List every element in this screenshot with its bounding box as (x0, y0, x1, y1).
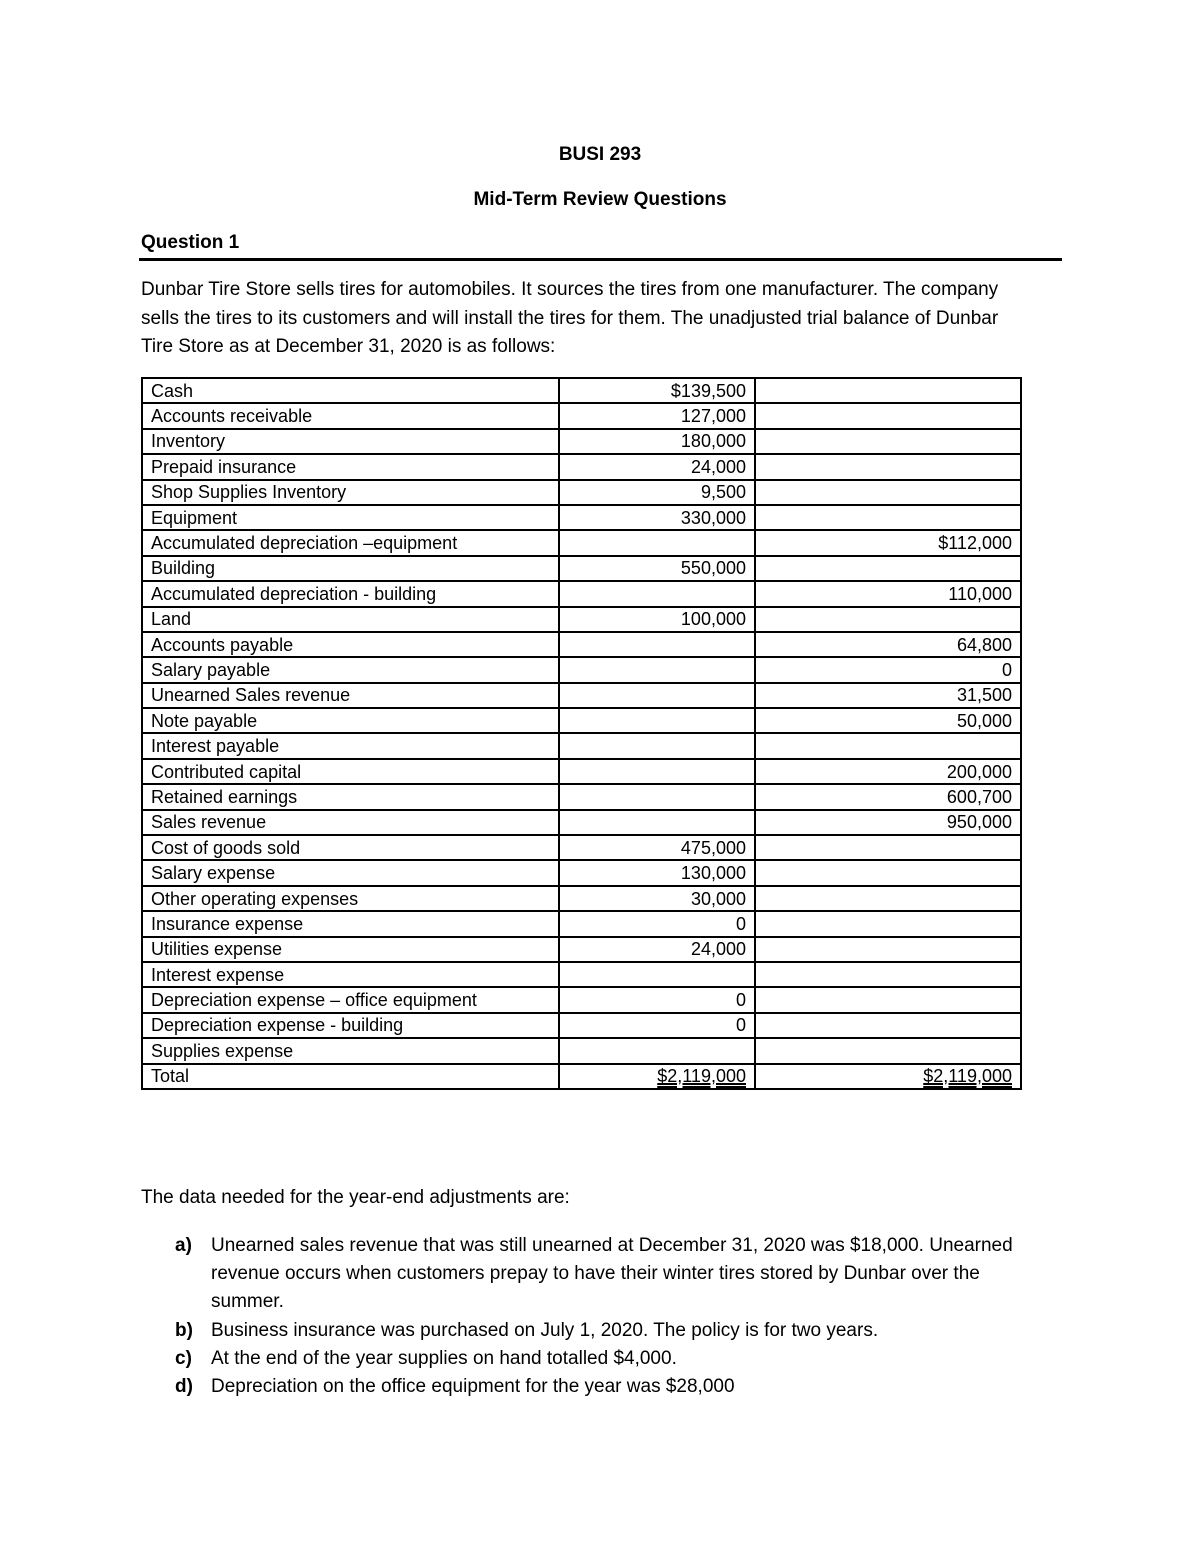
table-row (142, 937, 1021, 962)
adjustments-list (141, 1232, 1041, 1401)
debit-cell: 100,000 (559, 607, 755, 632)
debit-cell (559, 632, 755, 657)
account-cell: Sales revenue (142, 810, 559, 835)
table-row (142, 860, 1021, 885)
table-row (142, 835, 1021, 860)
total-debit-value: $2,119,000 (657, 1066, 746, 1087)
account-cell: Prepaid insurance (142, 454, 559, 479)
credit-cell (755, 860, 1021, 885)
table-row (142, 530, 1021, 555)
account-cell: Depreciation expense - building (142, 1013, 559, 1038)
credit-cell (755, 505, 1021, 530)
credit-cell: 0 (755, 657, 1021, 682)
table-row (142, 987, 1021, 1012)
debit-cell (559, 759, 755, 784)
table-row (142, 454, 1021, 479)
list-marker: b) (175, 1319, 193, 1341)
debit-cell: 24,000 (559, 937, 755, 962)
trial-balance-body (142, 378, 1021, 1089)
credit-cell (755, 378, 1021, 403)
account-cell: Salary payable (142, 657, 559, 682)
debit-cell: 180,000 (559, 429, 755, 454)
account-cell: Supplies expense (142, 1038, 559, 1063)
table-row (142, 759, 1021, 784)
debit-cell: 475,000 (559, 835, 755, 860)
debit-cell (559, 530, 755, 555)
table-row (142, 657, 1021, 682)
debit-cell (559, 784, 755, 809)
list-marker: d) (175, 1376, 193, 1398)
debit-cell: 130,000 (559, 860, 755, 885)
account-cell: Utilities expense (142, 937, 559, 962)
list-item (141, 1232, 1041, 1317)
credit-cell (755, 1038, 1021, 1063)
debit-cell: 127,000 (559, 403, 755, 428)
debit-cell: 9,500 (559, 480, 755, 505)
credit-cell: $112,000 (755, 530, 1021, 555)
list-item (141, 1373, 1041, 1401)
table-row (142, 480, 1021, 505)
account-cell: Contributed capital (142, 759, 559, 784)
debit-cell: 0 (559, 1013, 755, 1038)
credit-cell: 31,500 (755, 683, 1021, 708)
total-row (142, 1064, 1021, 1089)
credit-cell (755, 1013, 1021, 1038)
document-title: Mid-Term Review Questions (473, 189, 727, 210)
total-label: Total (142, 1064, 559, 1089)
account-cell: Cash (142, 378, 559, 403)
debit-cell: 30,000 (559, 886, 755, 911)
credit-cell (755, 454, 1021, 479)
intro-paragraph (141, 276, 1066, 362)
account-cell: Cost of goods sold (142, 835, 559, 860)
table-row (142, 911, 1021, 936)
credit-cell: 110,000 (755, 581, 1021, 606)
total-credit-value: $2,119,000 (923, 1066, 1012, 1087)
credit-cell (755, 480, 1021, 505)
account-cell: Other operating expenses (142, 886, 559, 911)
heading-divider (139, 258, 1062, 261)
table-row (142, 708, 1021, 733)
table-row (142, 403, 1021, 428)
credit-cell (755, 886, 1021, 911)
debit-cell: 0 (559, 987, 755, 1012)
intro-line: Dunbar Tire Store sells tires for automobiles. It sources the tires from one manufacturer. The company (141, 279, 999, 300)
credit-cell: 600,700 (755, 784, 1021, 809)
credit-cell (755, 937, 1021, 962)
debit-cell (559, 683, 755, 708)
debit-cell (559, 810, 755, 835)
account-cell: Accounts payable (142, 632, 559, 657)
credit-cell (755, 733, 1021, 758)
table-row (142, 1013, 1021, 1038)
account-cell: Salary expense (142, 860, 559, 885)
account-cell: Interest expense (142, 962, 559, 987)
credit-cell (755, 911, 1021, 936)
list-item-text: At the end of the year supplies on hand totalled $4,000. (211, 1347, 677, 1369)
debit-cell: 0 (559, 911, 755, 936)
debit-cell: 330,000 (559, 505, 755, 530)
table-row (142, 810, 1021, 835)
credit-cell (755, 835, 1021, 860)
list-item-text: Depreciation on the office equipment for the year was $28,000 (211, 1376, 735, 1398)
list-marker: c) (175, 1347, 192, 1369)
table-row (142, 733, 1021, 758)
debit-cell (559, 657, 755, 682)
table-row (142, 607, 1021, 632)
credit-cell (755, 556, 1021, 581)
list-marker: a) (175, 1235, 192, 1256)
question-heading: Question 1 (141, 232, 240, 253)
account-cell: Accounts receivable (142, 403, 559, 428)
table-row (142, 632, 1021, 657)
table-row (142, 683, 1021, 708)
debit-cell (559, 708, 755, 733)
credit-cell: 50,000 (755, 708, 1021, 733)
debit-cell: 550,000 (559, 556, 755, 581)
account-cell: Depreciation expense – office equipment (142, 987, 559, 1012)
credit-cell (755, 987, 1021, 1012)
credit-cell (755, 962, 1021, 987)
account-cell: Note payable (142, 708, 559, 733)
list-item-text: Business insurance was purchased on July 1, 2020. The policy is for two years. (211, 1319, 879, 1341)
debit-cell: $139,500 (559, 378, 755, 403)
intro-line: sells the tires to its customers and will install the tires for them. The unadjusted trial balance of Dunbar (141, 307, 999, 329)
list-item (141, 1345, 1041, 1373)
table-row (142, 556, 1021, 581)
account-cell: Unearned Sales revenue (142, 683, 559, 708)
table-row (142, 886, 1021, 911)
list-item (141, 1317, 1041, 1345)
course-title: BUSI 293 (558, 144, 642, 165)
account-cell: Shop Supplies Inventory (142, 480, 559, 505)
credit-cell: 64,800 (755, 632, 1021, 657)
credit-cell: 950,000 (755, 810, 1021, 835)
trial-balance-table (141, 377, 1022, 1090)
list-item-text: Unearned sales revenue that was still unearned at December 31, 2020 was $18,000. Unearned (211, 1235, 1013, 1256)
table-row (142, 784, 1021, 809)
debit-cell (559, 733, 755, 758)
debit-cell (559, 962, 755, 987)
intro-line: Tire Store as at December 31, 2020 is as follows: (141, 336, 556, 357)
list-item-text: summer. (211, 1291, 284, 1313)
credit-cell (755, 403, 1021, 428)
credit-cell (755, 607, 1021, 632)
account-cell: Insurance expense (142, 911, 559, 936)
account-cell: Retained earnings (142, 784, 559, 809)
account-cell: Accumulated depreciation - building (142, 581, 559, 606)
total-credit (755, 1064, 1021, 1089)
credit-cell: 200,000 (755, 759, 1021, 784)
table-row (142, 1038, 1021, 1063)
list-item-text: revenue occurs when customers prepay to have their winter tires stored by Dunbar over the (211, 1263, 980, 1285)
table-row (142, 378, 1021, 403)
credit-cell (755, 429, 1021, 454)
table-row (142, 581, 1021, 606)
account-cell: Land (142, 607, 559, 632)
account-cell: Building (142, 556, 559, 581)
account-cell: Interest payable (142, 733, 559, 758)
debit-cell (559, 1038, 755, 1063)
account-cell: Inventory (142, 429, 559, 454)
table-row (142, 505, 1021, 530)
account-cell: Equipment (142, 505, 559, 530)
debit-cell: 24,000 (559, 454, 755, 479)
debit-cell (559, 581, 755, 606)
total-debit (559, 1064, 755, 1089)
table-row (142, 962, 1021, 987)
adjustments-intro: The data needed for the year-end adjustments are: (141, 1187, 570, 1208)
account-cell: Accumulated depreciation –equipment (142, 530, 559, 555)
table-row (142, 429, 1021, 454)
